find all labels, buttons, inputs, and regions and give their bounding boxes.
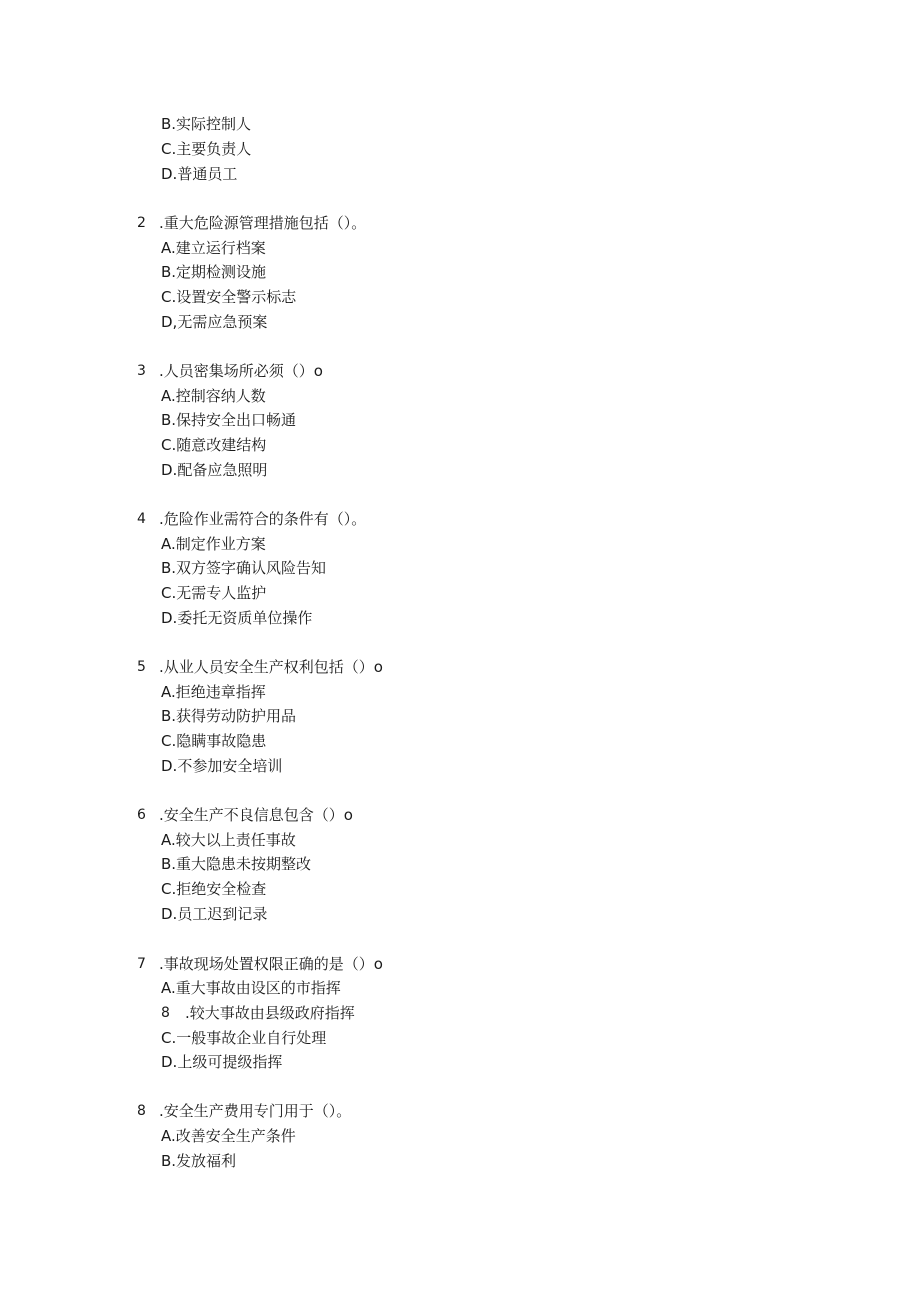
question-number: 3 (137, 363, 146, 379)
question-text: .事故现场处置权限正确的是（）o (159, 955, 383, 973)
question-text: .安全生产不良信息包含（）o (159, 806, 353, 824)
option-d: D.委托无资质单位操作 (161, 609, 313, 627)
option-a: A.拒绝违章指挥 (161, 683, 266, 701)
question-number: 7 (137, 956, 146, 972)
question-number: 6 (137, 807, 146, 823)
question-text: .安全生产费用专门用于（）。 (159, 1102, 352, 1120)
option-d: D.员工迟到记录 (161, 905, 268, 923)
option-d: D.配备应急照明 (161, 461, 268, 479)
option-a: A.控制容纳人数 (161, 387, 266, 405)
option-a: A.制定作业方案 (161, 535, 266, 553)
option-b: B.重大隐患未按期整改 (161, 855, 312, 873)
option-c: C.隐瞒事故隐患 (161, 732, 267, 750)
option-c: C.拒绝安全检查 (161, 880, 267, 898)
question-number: 2 (137, 215, 146, 231)
question-number: 5 (137, 659, 146, 675)
question-number: 8 (137, 1103, 146, 1119)
option-a: A.较大以上责任事故 (161, 831, 296, 849)
question-text: .危险作业需符合的条件有（）。 (159, 510, 367, 528)
option-b-number: 8 (161, 1005, 170, 1021)
option-d: D.普通员工 (161, 165, 238, 183)
option-a: A.建立运行档案 (161, 239, 266, 257)
option-b: B.获得劳动防护用品 (161, 707, 297, 725)
option-d: D,无需应急预案 (161, 313, 268, 331)
option-a: A.改善安全生产条件 (161, 1127, 296, 1145)
option-b: B.保持安全出口畅通 (161, 411, 297, 429)
option-a: A.重大事故由设区的市指挥 (161, 979, 341, 997)
option-d: D.上级可提级指挥 (161, 1053, 283, 1071)
option-b: B.实际控制人 (161, 115, 252, 133)
question-text: .人员密集场所必须（）o (159, 362, 323, 380)
question-text: .重大危险源管理措施包括（）。 (159, 214, 367, 232)
question-number: 4 (137, 511, 146, 527)
option-c: C.设置安全警示标志 (161, 288, 297, 306)
option-b: B.发放福利 (161, 1152, 237, 1170)
option-b: B.双方签字确认风险告知 (161, 559, 327, 577)
option-c: C.无需专人监护 (161, 584, 267, 602)
option-c: C.随意改建结构 (161, 436, 267, 454)
option-d: D.不参加安全培训 (161, 757, 283, 775)
option-c: C.一般事故企业自行处理 (161, 1029, 327, 1047)
option-b: .较大事故由县级政府指挥 (185, 1004, 355, 1022)
option-b: B.定期检测设施 (161, 263, 267, 281)
option-c: C.主要负责人 (161, 140, 252, 158)
question-text: .从业人员安全生产权利包括（）o (159, 658, 383, 676)
